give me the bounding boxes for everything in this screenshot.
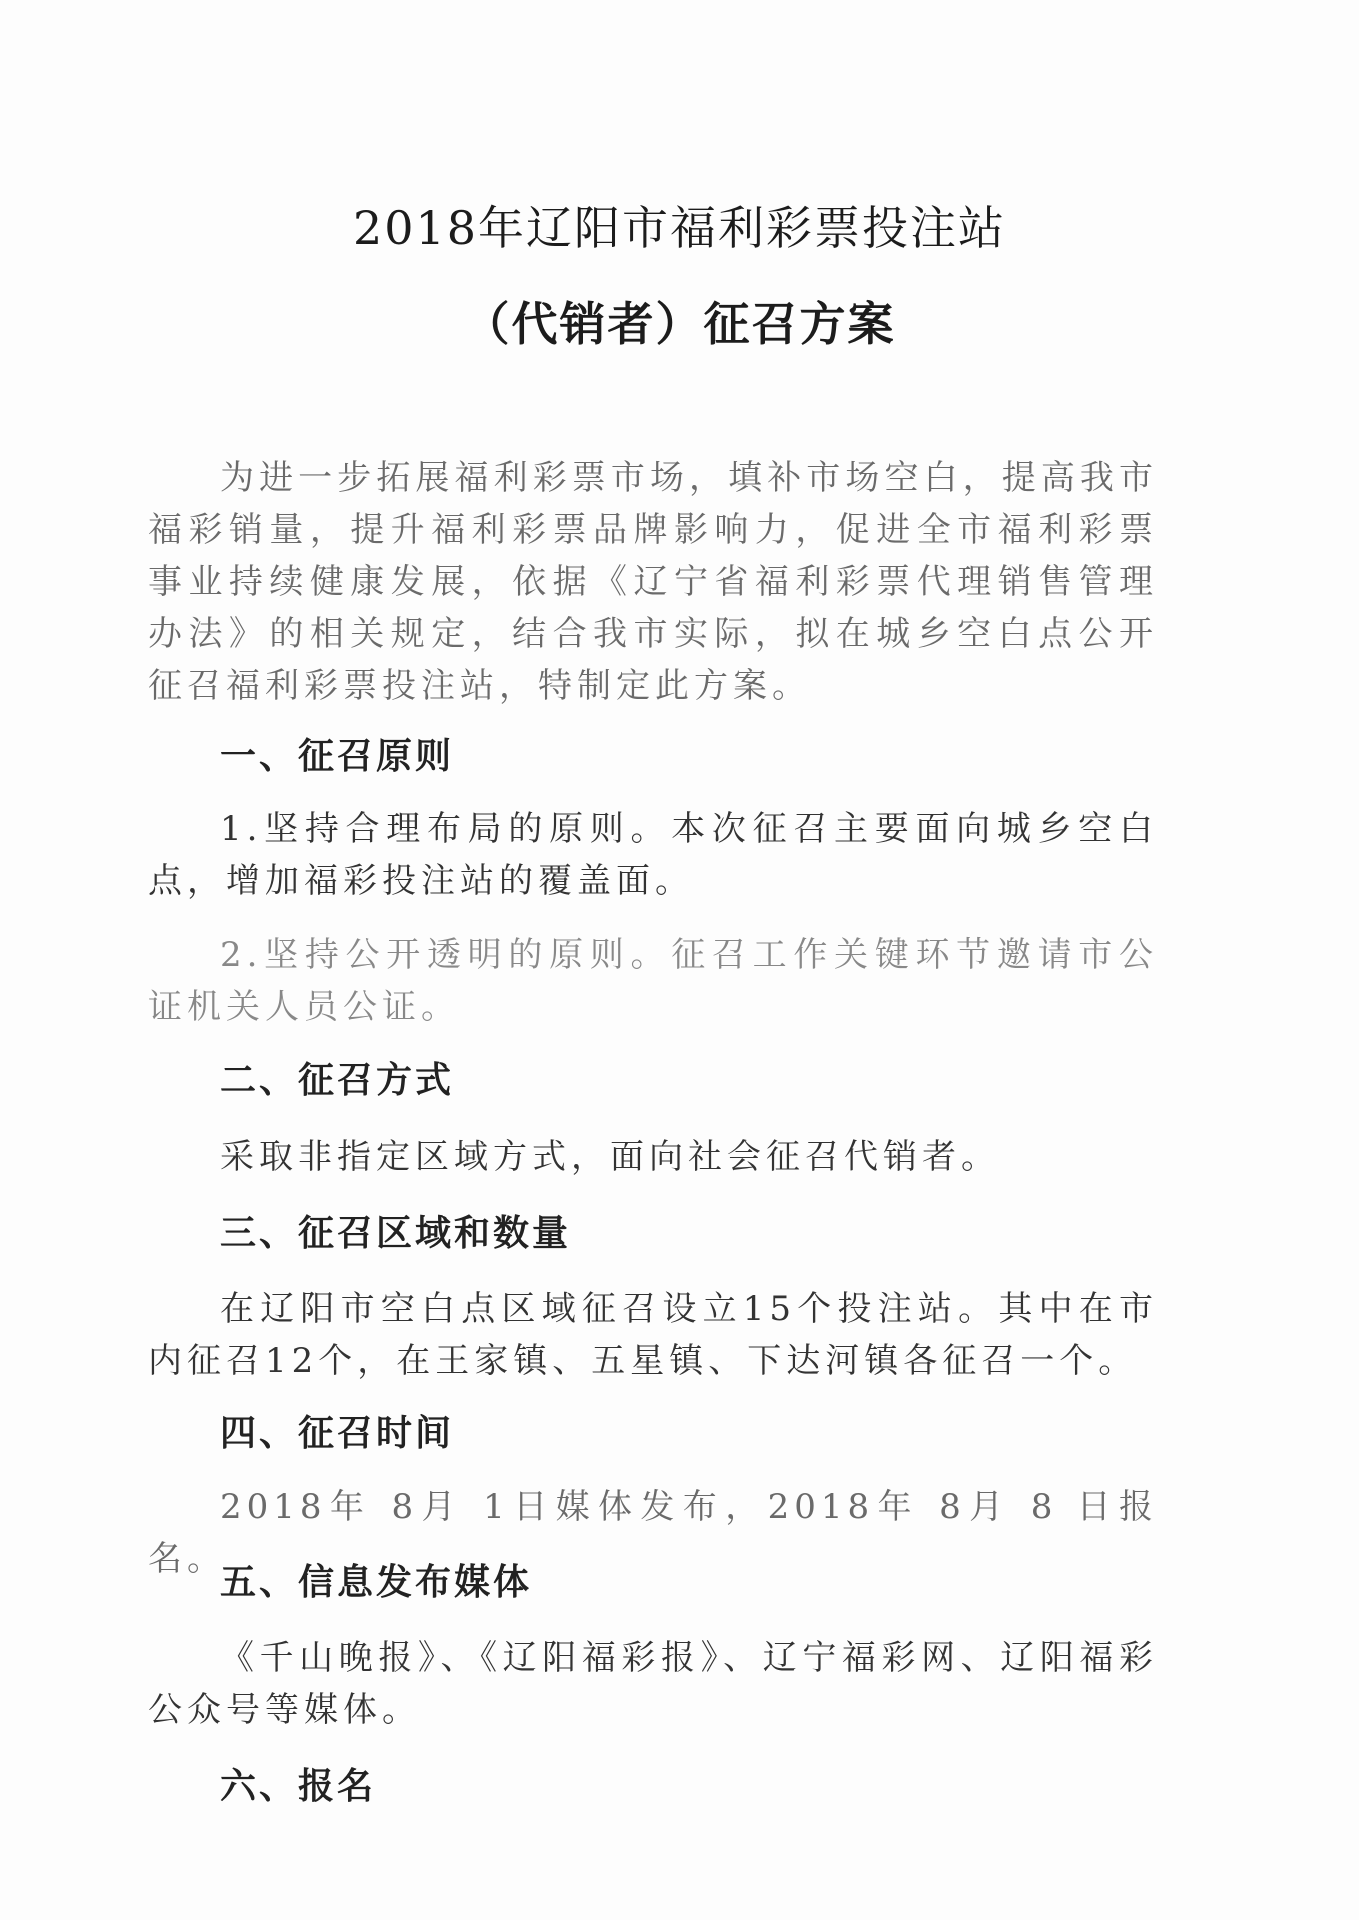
section-4-paragraph-1: 2018年 8月 1日媒体发布，2018年 8月 8 日报名。	[148, 1487, 1158, 1579]
section-heading-6: 六、报名	[220, 1765, 377, 1807]
section-1-paragraph-1: 1.坚持合理布局的原则。本次征召主要面向城乡空白点，增加福彩投注站的覆盖面。	[148, 809, 1158, 901]
section-heading-2: 二、征召方式	[220, 1059, 455, 1101]
section-3-paragraph-1: 在辽阳市空白点区域征召设立15个投注站。其中在市内征召12个，在王家镇、五星镇、下达河镇各征召一个。	[148, 1289, 1158, 1381]
section-5-paragraph-1: 《千山晚报》、《辽阳福彩报》、辽宁福彩网、辽阳福彩公众号等媒体。	[148, 1638, 1158, 1730]
section-heading-5: 五、信息发布媒体	[220, 1561, 533, 1603]
intro-paragraph: 为进一步拓展福利彩票市场，填补市场空白，提高我市福彩销量，提升福利彩票品牌影响力，促进全市福利彩票事业持续健康发展，依据《辽宁省福利彩票代理销售管理办法》的相关规定，结合我市实际，拟在城乡空白点公开征召福利彩票投注站，特制定此方案。	[148, 458, 1158, 706]
section-2-paragraph-1: 采取非指定区域方式，面向社会征召代销者。	[220, 1137, 1000, 1177]
section-heading-4: 四、征召时间	[220, 1412, 455, 1454]
section-heading-1: 一、征召原则	[220, 735, 455, 777]
section-1-paragraph-2: 2.坚持公开透明的原则。征召工作关键环节邀请市公证机关人员公证。	[148, 935, 1158, 1027]
document-title-line1: 2018年辽阳市福利彩票投注站	[352, 201, 1007, 255]
section-heading-3: 三、征召区域和数量	[220, 1212, 572, 1254]
document-title-line2: （代销者）征召方案	[463, 297, 896, 351]
